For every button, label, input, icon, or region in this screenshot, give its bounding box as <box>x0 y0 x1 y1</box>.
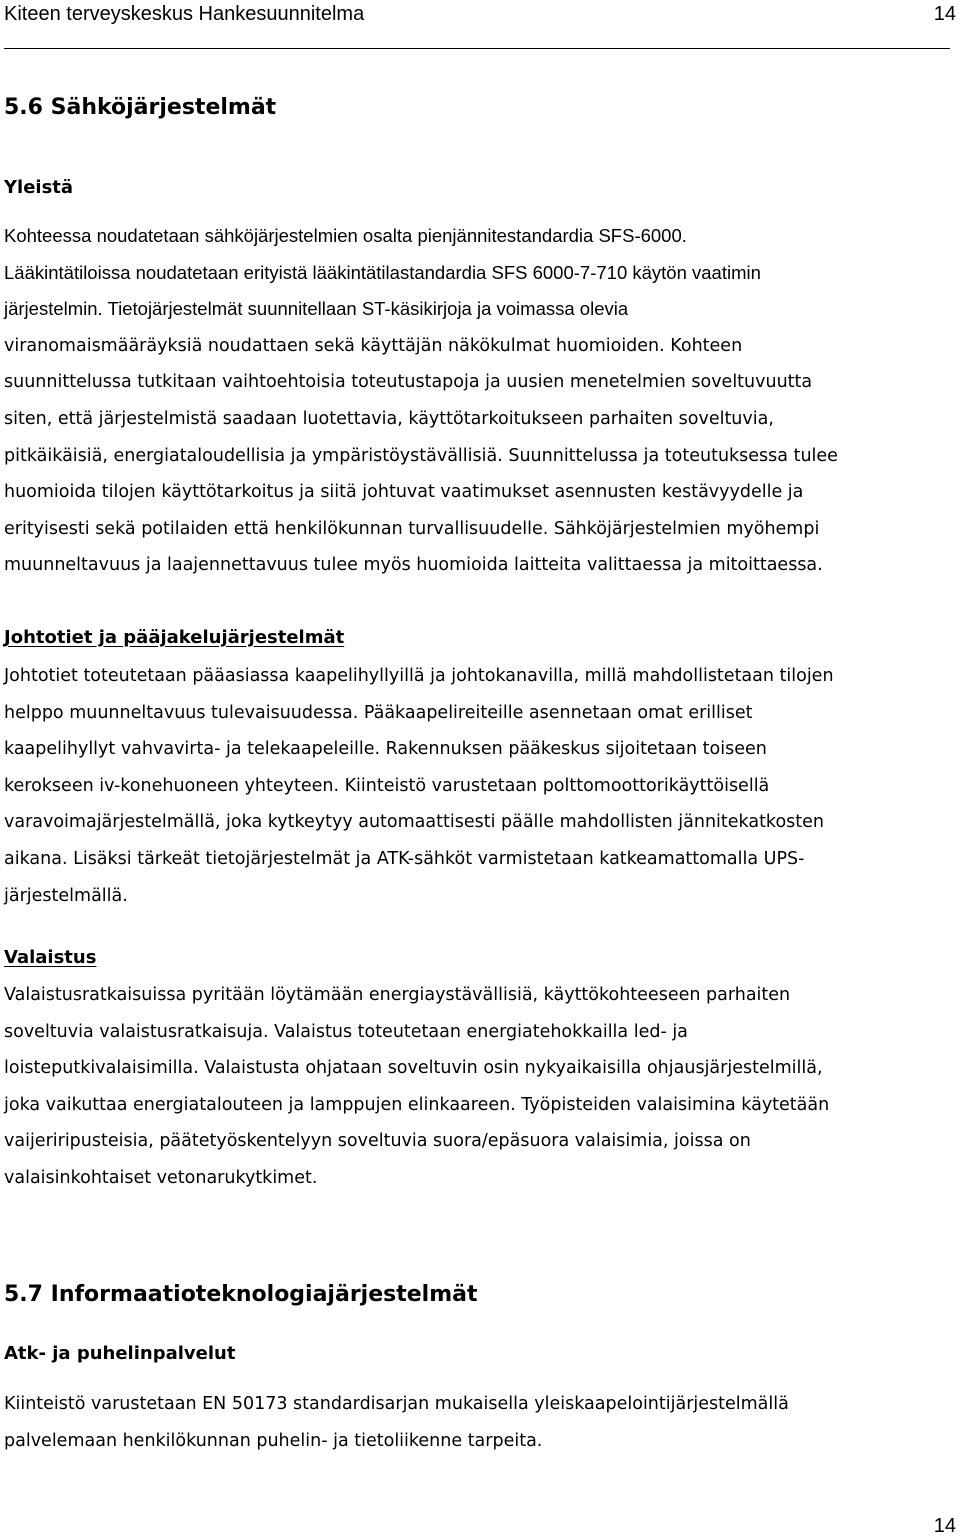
text-line: suunnittelussa tutkitaan vaihtoehtoisia toteutustapoja ja uusien menetelmien soveltuvuutta <box>4 372 813 393</box>
text-line: järjestelmällä. <box>4 885 128 906</box>
text-line: erityisesti sekä potilaiden että henkilökunnan turvallisuudelle. Sähköjärjestelmien myöhempi <box>4 518 820 539</box>
heading-johtotiet: Johtotiet ja pääjakelujärjestelmät <box>4 627 345 648</box>
text-line: Kohteessa noudatetaan sähköjärjestelmien osalta pienjännitestandardia SFS-6000. <box>4 225 687 246</box>
text-line: Lääkintätiloissa noudatetaan erityistä lääkintätilastandardia SFS 6000-7-710 käytön vaatimin <box>4 261 761 283</box>
text-line: järjestelmin. Tietojärjestelmät suunnitellaan ST-käsikirjoja ja voimassa olevia <box>4 298 629 320</box>
section-title-5-6: 5.6 Sähköjärjestelmät <box>4 95 277 120</box>
page-header <box>4 2 956 26</box>
text-line: kerokseen iv-konehuoneen yhteyteen. Kiinteistö varustetaan polttomoottorikäyttöisellä <box>4 775 770 796</box>
paragraph-valaistus <box>4 977 829 1197</box>
paragraph-yleista <box>4 218 838 584</box>
text-line: pitkäikäisiä, energiataloudellisia ja ympäristöystävällisiä. Suunnittelussa ja toteutuksessa tulee <box>4 445 838 466</box>
text-line: varavoimajärjestelmällä, joka kytkeytyy automaattisesti päälle mahdollisten jännitekatkosten <box>4 812 824 833</box>
text-line: vaijeriripusteisia, päätetyöskentelyyn soveltuvia suora/epäsuora valaisimia, joissa on <box>4 1131 751 1152</box>
text-line: helppo muunneltavuus tulevaisuudessa. Pääkaapelireiteille asennetaan omat erilliset <box>4 702 753 723</box>
text-line: aikana. Lisäksi tärkeät tietojärjestelmät ja ATK-sähköt varmistetaan katkeamattomalla UPS- <box>4 848 805 869</box>
text-line: muunneltavuus ja laajennettavuus tulee myös huomioida laitteita valittaessa ja mitoittaessa. <box>4 555 823 576</box>
section-title-5-7: 5.7 Informaatioteknologiajärjestelmät <box>4 1282 478 1307</box>
heading-atk: Atk- ja puhelinpalvelut <box>4 1343 236 1364</box>
text-line: valaisinkohtaiset vetonarukytkimet. <box>4 1167 318 1188</box>
text-line: Kiinteistö varustetaan EN 50173 standardisarjan mukaisella yleiskaapelointijärjestelmällä <box>4 1394 789 1414</box>
text-line: viranomaismääräyksiä noudattaen sekä käyttäjän näkökulmat huomioiden. Kohteen <box>4 335 743 356</box>
paragraph-atk <box>4 1386 789 1459</box>
text-line: huomioida tilojen käyttötarkoitus ja siitä johtuvat vaatimukset asennusten kestävyydelle ja <box>4 482 804 503</box>
text-line: siten, että järjestelmistä saadaan luotettavia, käyttötarkoitukseen parhaiten soveltuvia, <box>4 408 774 429</box>
header-page-number: 14 <box>933 3 956 25</box>
paragraph-johtotiet <box>4 658 834 914</box>
text-line: palvelemaan henkilökunnan puhelin- ja tietoliikenne tarpeita. <box>4 1430 543 1451</box>
text-line: Valaistusratkaisuissa pyritään löytämään energiaystävällisiä, käyttökohteeseen parhaiten <box>4 985 791 1005</box>
text-line: joka vaikuttaa energiatalouteen ja lamppujen elinkaareen. Työpisteiden valaisimina käytetään <box>4 1094 830 1115</box>
heading-yleista: Yleistä <box>4 177 74 198</box>
text-line: soveltuvia valaistusratkaisuja. Valaistus toteutetaan energiatehokkailla led- ja <box>4 1021 688 1042</box>
document-title: Kiteen terveyskeskus Hankesuunnitelma <box>4 3 365 25</box>
text-line: Johtotiet toteutetaan pääasiassa kaapelihyllyillä ja johtokanavilla, millä mahdollistetaan tilojen <box>4 666 834 686</box>
text-line: loisteputkivalaisimilla. Valaistusta ohjataan soveltuvin osin nykyaikaisilla ohjausjärjestelmillä, <box>4 1058 823 1079</box>
heading-valaistus: Valaistus <box>4 947 97 968</box>
text-line: kaapelihyllyt vahvavirta- ja telekaapeleille. Rakennuksen pääkeskus sijoitetaan toiseen <box>4 739 767 760</box>
footer-page-number: 14 <box>933 1515 956 1537</box>
header-divider <box>4 48 950 49</box>
